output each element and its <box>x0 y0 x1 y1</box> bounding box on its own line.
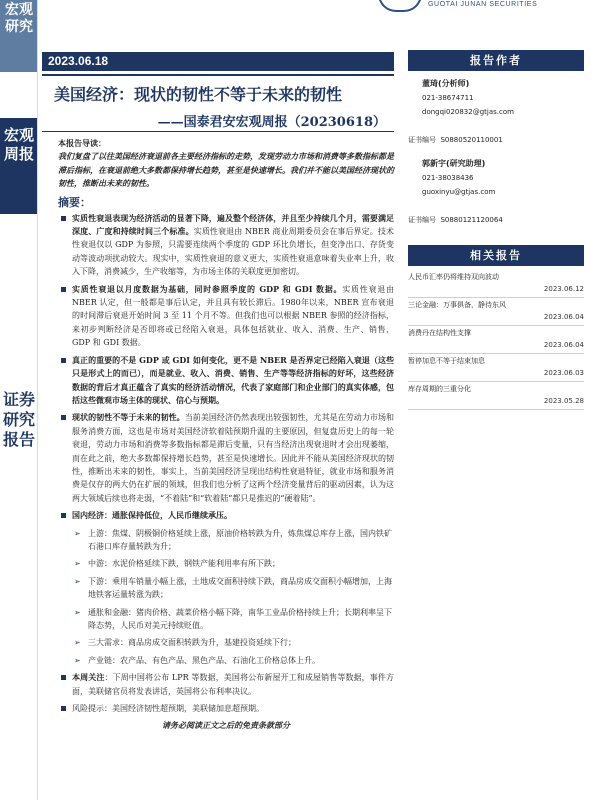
related-report-title: 库存周期的三重分化 <box>408 385 471 393</box>
sidebar-middle-label: 宏观周报 <box>3 126 34 163</box>
bullet-lead: 实质性衰退以月度数据为基础，同时参照季度的 GDP 和 GDI 数据。 <box>72 283 343 294</box>
analyst-cert <box>408 135 503 145</box>
risk-text: 风险提示：美国经济韧性超预期，美联储加息超预期。 <box>72 704 264 714</box>
logo-text: GUOTAI JUNAN SECURITIES <box>428 1 538 8</box>
analyst-info <box>422 157 495 199</box>
related-report-title: 消费丹在结构性支撑 <box>408 329 471 337</box>
related-report[interactable] <box>408 326 584 354</box>
bullet-lead: 实质性衰退表现为经济活动的显著下降，遍及整个经济体，并且至少持续几个月，需要满足深度、广度和持续时间三个标准。 <box>72 212 394 237</box>
bullet-lead: 真正的重要的不是 GDP 或 GDI 如何变化，更不是 NBER 是否界定已经陷入衰退（这些只是形式上的而已），而是就业、收入、消费、销售、生产等等经济指标的好坏，这些经济数据的背后才真正蕴含了真实的经济活动情况，代表了家庭部门和企业部门的真实体感，包括这些微观市场主体的现状、信心与预期。 <box>72 354 394 405</box>
analyst-card <box>408 77 584 151</box>
analyst-name: 董琦(分析师) <box>422 79 470 88</box>
analyst-card <box>408 157 584 231</box>
sidebar-divider <box>37 0 38 800</box>
brand-logo <box>378 0 578 14</box>
logo-icon <box>378 0 422 12</box>
domestic-item: ➢ 上游：焦煤、阴极铜价格延续上涨，原油价格转跌为升，炼焦煤总库存上涨，国内铁矿石港口库存量转跌为升； <box>58 527 394 554</box>
subtitle-rule <box>42 131 394 132</box>
sidebar-bottom-label: 证券研究报告 <box>2 390 35 449</box>
footer-disclaimer: 请务必阅读正文之后的免责条款部分 <box>162 720 290 731</box>
domestic-heading: 国内经济：通胀保持低位，人民币继续承压。 <box>72 510 232 521</box>
page-subtitle: ——国泰君安宏观周报（20230618） <box>157 115 386 130</box>
summary-bullet <box>58 354 394 408</box>
summary-bullet <box>58 283 394 350</box>
left-sidebar <box>0 0 38 800</box>
related-report[interactable] <box>408 354 584 382</box>
sidebar-top-label: 宏观研究 <box>5 2 33 35</box>
bullet-lead: 现状的韧性不等于未来的韧性。 <box>72 412 185 423</box>
bullet-text: 实质性衰退由 NBER 商业周期委员会在事后界定。技术性衰退仅以 GDP 为参照，只需要连续两个季度的 GDP 环比负增长，但变净出口、存货变动等波动项扰动较大。现实中，实质性衰退的意义更大，实质性衰退意味着失业率上升，收入下降，消费减少，生产收缩等，为市场主体的关联度更加密切。 <box>72 227 395 277</box>
analyst-email[interactable]: guoxinyu@gtjas.com <box>422 188 496 196</box>
related-report[interactable] <box>408 270 584 298</box>
focus-label: 本周关注 <box>72 672 105 683</box>
bullet-text: 实质性衰退由 NBER 认定，但一般都是事后认定，并且具有较长滞后。1980年以来，NBER 宣布衰退的时间滞后衰退开始时间 3 至 11 个月不等。但我们也可以根据 NBER 参照的经济指标，来初步判断经济是否即将或已经陷入衰退，具体包括就业、收入、消费、生产、销售，GDP 和 GDI 数据。 <box>72 284 395 348</box>
analyst-phone: 021-38038436 <box>422 174 474 182</box>
related-report-date: 2023.05.28 <box>543 397 584 405</box>
related-reports-list <box>408 270 584 410</box>
domestic-item: ➢ 中游：水泥价格延续下跌，钢铁产能利用率有所下跌； <box>58 557 394 570</box>
related-report[interactable] <box>408 298 584 326</box>
related-report-date: 2023.06.03 <box>543 369 584 377</box>
cert-label: 证书编号 <box>408 136 436 144</box>
cert-number: S0880520110001 <box>440 136 503 144</box>
bullet-text: 当前美国经济仍然表现出较强韧性，尤其是在劳动力市场和服务消费方面，这也是市场对美国经济软着陆预期升温的主要原因，但复盘历史上的每一轮衰退，劳动力市场和消费等多数指标都是滞后变量，只有当经济出现衰退时才会出现萎缩，而在此之前，绝大多数都保持增长趋势，甚至是快速增长。因此并不能从美国经济现状的韧性，推断出未来的韧性，事实上，当前美国经济呈现出结构性衰退特征，就业市场和服务消费是仅存的两大仍在扩展的领域，但我们也分析了这两个经济变量背后的驱动因素，认为这两大领域后续也将走弱，“不着陆”和“软着陆”都只是推迟的“硬着陆”。 <box>72 413 394 503</box>
related-header: 相关报告 <box>408 245 584 266</box>
risk-bullet <box>58 702 394 715</box>
analyst-info <box>422 77 514 119</box>
cert-number: S0880121120064 <box>440 216 503 224</box>
related-report[interactable] <box>408 382 584 410</box>
cert-label: 证书编号 <box>408 216 436 224</box>
related-report-date: 2023.06.04 <box>543 313 584 321</box>
focus-text: ：下周中国将公布 LPR 等数据，美国将公布新屋开工和成屋销售等数据，事件方面，美联储官员将发表讲话，英国将公布利率决议。 <box>72 673 395 696</box>
domestic-item: ➢ 下游：乘用车销量小幅上涨，土地成交面积持续下跌，商品房成交面积小幅增加，上海地铁客运量转涨为跌； <box>58 575 394 602</box>
title-rule <box>42 74 394 76</box>
analyst-name: 郭新宇(研究助理) <box>422 159 486 168</box>
analyst-header: 报告作者 <box>408 50 584 71</box>
analyst-cert <box>408 215 503 225</box>
summary-bullet <box>58 212 394 279</box>
related-report-title: 暂停加息不等于结束加息 <box>408 357 485 365</box>
analyst-email[interactable]: dongqi020832@gtjas.com <box>422 108 514 116</box>
right-panel <box>408 50 584 410</box>
domestic-bullet <box>58 509 394 522</box>
analyst-phone: 021-38674711 <box>422 94 474 102</box>
report-body <box>58 137 394 733</box>
related-report-date: 2023.06.04 <box>543 341 584 349</box>
summary-bullet <box>58 411 394 505</box>
guide-label: 本报告导读： <box>58 138 106 148</box>
domestic-item: ➢ 三大需求：商品房成交面积转跌为升，基建投资延续下行； <box>58 636 394 649</box>
domestic-item: ➢ 产业链：农产品、有色产品、黑色产品、石油化工价格总体上升。 <box>58 654 394 667</box>
report-date: 2023.06.18 <box>42 52 394 71</box>
guide-text: 我们复盘了以往美国经济衰退前各主要经济指标的走势，发现劳动力市场和消费等多数指标都是滞后指标，在衰退前绝大多数都保持增长趋势，甚至是快速增长。我们并不能以美国经济现状的韧性，推断出未来的韧性。 <box>58 151 394 189</box>
related-report-title: 三论金融：万事俱备，静待东风 <box>408 301 506 309</box>
page-title: 美国经济：现状的韧性不等于未来的韧性 <box>54 85 343 104</box>
domestic-item: ➢ 通胀和金融：猪肉价格、蔬菜价格小幅下降，南华工业品价格持续上升；长期利率呈下降态势，人民币对美元持续贬值。 <box>58 606 394 633</box>
summary-heading: 摘要： <box>58 195 91 209</box>
focus-bullet <box>58 671 394 698</box>
related-report-date: 2023.06.12 <box>543 285 584 293</box>
related-report-title: 人民币汇率仍将维持双向波动 <box>408 273 499 281</box>
